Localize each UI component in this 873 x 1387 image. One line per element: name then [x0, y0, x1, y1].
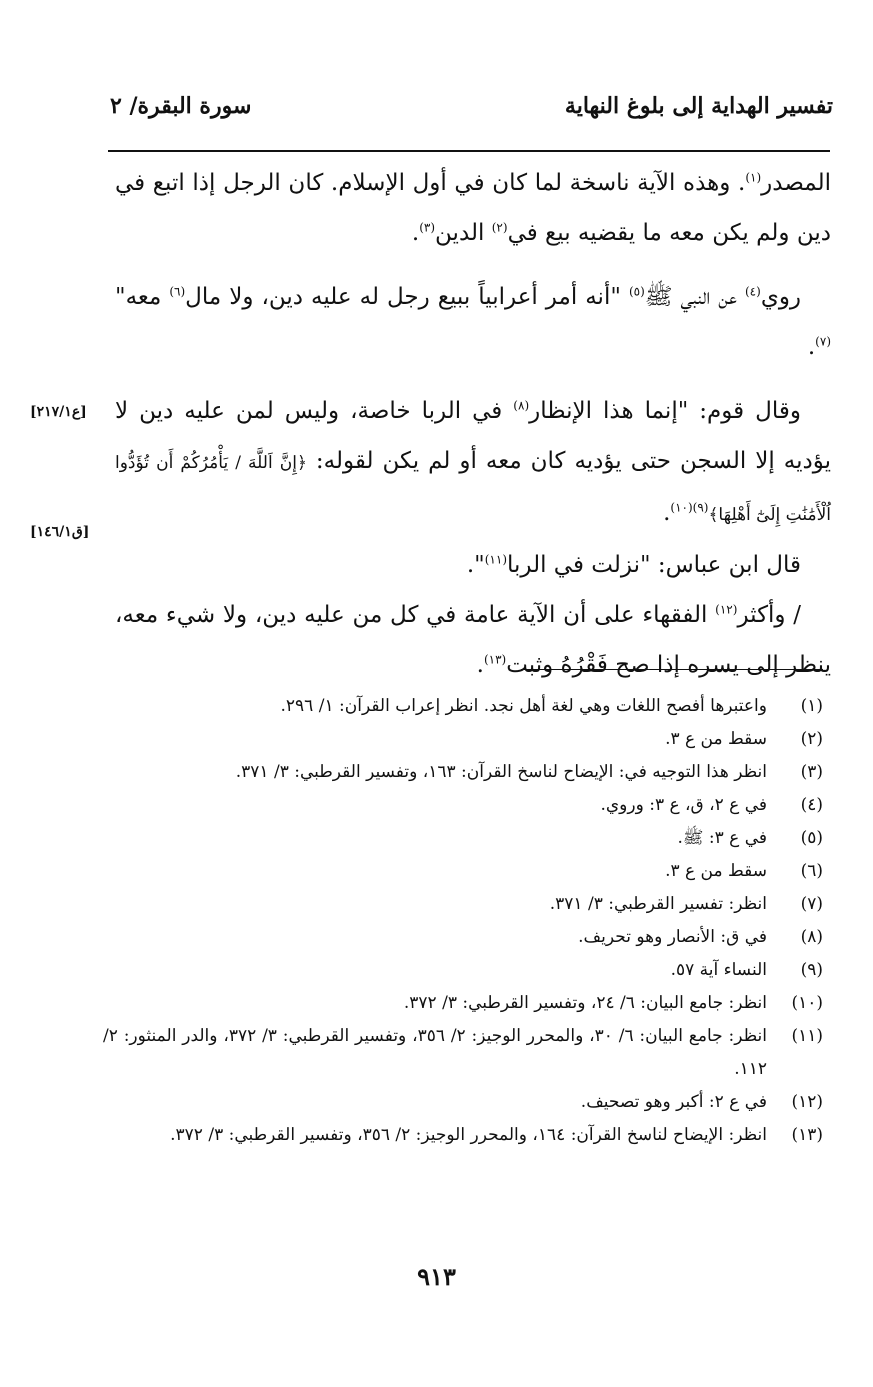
text-run: الدين: [435, 220, 492, 246]
footnote-number: (١٢): [791, 1092, 823, 1112]
footnote-divider: [521, 669, 823, 670]
text-run: "أنه أمر أعرابياً ببيع رجل له عليه دين، ولا مال: [185, 284, 629, 310]
text-run: المصدر: [761, 170, 831, 196]
footnote-text: واعتبرها أفصح اللغات وهي لغة أهل نجد. انظر إعراب القرآن: ١/ ٢٩٦.: [280, 696, 767, 716]
footnote-ref-13[interactable]: (١٣): [483, 652, 507, 667]
footnote-text: انظر: جامع البيان: ٦/ ٣٠، والمحرر الوجيز: ٢/ ٣٥٦، وتفسير القرطبي: ٣/ ٣٧٢، والدر المنثور: ٢/ ١١٢.: [103, 1026, 767, 1079]
footnote-text: انظر: الإيضاح لناسخ القرآن: ١٦٤، والمحرر الوجيز: ٢/ ٣٥٦، وتفسير القرطبي: ٣/ ٣٧٢.: [170, 1125, 767, 1145]
footnote-text: سقط من ع ٣.: [665, 861, 767, 881]
footnote-item: [103, 954, 823, 987]
text-run: روي: [760, 284, 802, 310]
footnote-ref-3[interactable]: (٣): [419, 220, 436, 235]
footnote-item: [103, 1086, 823, 1119]
footnote-ref-6[interactable]: (٦): [169, 284, 186, 299]
text-run: .: [663, 500, 671, 526]
text-run: . وهذه الآية ناسخة لما كان في أول الإسلام. كان الرجل إذا اتبع في دين ولم يكن معه ما يقضيه بيع في: [115, 170, 831, 246]
footnote-ref-1[interactable]: (١): [745, 170, 762, 185]
footnote-ref-2[interactable]: (٢): [491, 220, 508, 235]
text-run: ".: [466, 552, 485, 578]
footnote-item: [103, 888, 823, 921]
text-run: .: [476, 652, 484, 678]
footnote-ref-12[interactable]: (١٢): [715, 602, 738, 617]
footnote-item: [103, 789, 823, 822]
footnote-text: في ع ٢، ق، ع ٣: وروي.: [600, 795, 767, 815]
paragraph-5: [115, 590, 831, 690]
footnote-ref-7[interactable]: (٧): [815, 334, 831, 349]
footnote-item: [103, 855, 823, 888]
text-run: الفقهاء على أن الآية عامة في كل من عليه دين، ولا شيء معه، ينظر إلى يسره إذا صح فَقْرُهُ وثبت: [115, 602, 831, 678]
footnote-number: (٢): [800, 729, 823, 749]
footnotes-section: [103, 690, 823, 1152]
footnote-item: [103, 690, 823, 723]
footnote-ref-11[interactable]: (١١): [484, 552, 507, 567]
footnote-number: (٣): [800, 762, 823, 782]
footnote-item: [103, 756, 823, 789]
text-run: / وأكثر: [737, 602, 801, 628]
footnote-text: انظر: جامع البيان: ٦/ ٢٤، وتفسير القرطبي: ٣/ ٣٧٢.: [403, 993, 767, 1013]
footnote-text: انظر هذا التوجيه في: الإيضاح لناسخ القرآن: ١٦٣، وتفسير القرطبي: ٣/ ٣٧١.: [235, 762, 767, 782]
text-run: معه": [115, 284, 170, 310]
text-run: .: [807, 334, 816, 360]
paragraph-4: [115, 540, 831, 590]
footnote-text: في ع ٣: ﷺ.: [677, 828, 767, 848]
page-number: ٩١٣: [417, 1262, 456, 1291]
footnote-number: (٦): [800, 861, 823, 881]
footnote-text: سقط من ع ٣.: [665, 729, 767, 749]
footnote-number: (١١): [791, 1026, 823, 1046]
margin-manuscript-ref: [ق١٤٦/١]: [30, 524, 90, 540]
paragraph-1: [115, 158, 831, 258]
footnote-item: [103, 723, 823, 756]
footnote-number: (٧): [800, 894, 823, 914]
footnote-number: (٨): [800, 927, 823, 947]
footnote-ref-10[interactable]: (١٠): [670, 500, 693, 515]
text-run: في الربا خاصة، وليس لمن عليه دين لا يؤديه إلا السجن حتى يؤديه كان معه أو لم يكن لقوله:: [115, 398, 831, 474]
running-header-surah: سورة البقرة/ ٢: [110, 93, 252, 119]
paragraph-3: [115, 386, 831, 540]
footnote-ref-8[interactable]: (٨): [513, 398, 530, 413]
footnote-text: في ق: الأنصار وهو تحريف.: [578, 927, 767, 947]
footnote-item: [103, 822, 823, 855]
footnote-item: [103, 987, 823, 1020]
footnote-item: [103, 1020, 823, 1086]
footnote-item: [103, 921, 823, 954]
footnote-number: (٥): [800, 828, 823, 848]
footnote-number: (١): [800, 696, 823, 716]
text-run: وقال قوم: "إنما هذا الإنظار: [529, 398, 801, 424]
header-divider: [108, 150, 830, 152]
paragraph-2: [115, 272, 831, 372]
text-run: عن النبي ﷺ: [644, 284, 745, 310]
footnote-ref-4[interactable]: (٤): [744, 284, 761, 299]
footnote-text: النساء آية ٥٧.: [670, 960, 767, 980]
text-run: قال ابن عباس: "نزلت في الربا: [507, 552, 801, 578]
footnote-ref-5[interactable]: (٥): [628, 284, 645, 299]
running-header-title: تفسير الهداية إلى بلوغ النهاية: [564, 93, 833, 119]
footnote-text: في ع ٢: أكبر وهو تصحيف.: [580, 1092, 767, 1112]
text-run: .: [411, 220, 420, 246]
quran-verse: ﴿إِنَّ اَللَّهَ / يَأْمُرُكُمْ أَن تُؤَدُّوا اُلْأَمَٰنَٰتِ إِلَىٰٓ أَهْلِهَا﴾: [115, 453, 831, 525]
footnote-number: (٩): [800, 960, 823, 980]
main-text: [115, 158, 831, 690]
margin-manuscript-ref: [ع٢١٧/١]: [30, 404, 87, 420]
footnote-item: [103, 1119, 823, 1152]
footnote-number: (١٣): [791, 1125, 823, 1145]
footnote-number: (٤): [800, 795, 823, 815]
footnote-text: انظر: تفسير القرطبي: ٣/ ٣٧١.: [549, 894, 767, 914]
footnote-number: (١٠): [791, 993, 823, 1013]
footnote-ref-9[interactable]: (٩): [692, 500, 709, 515]
